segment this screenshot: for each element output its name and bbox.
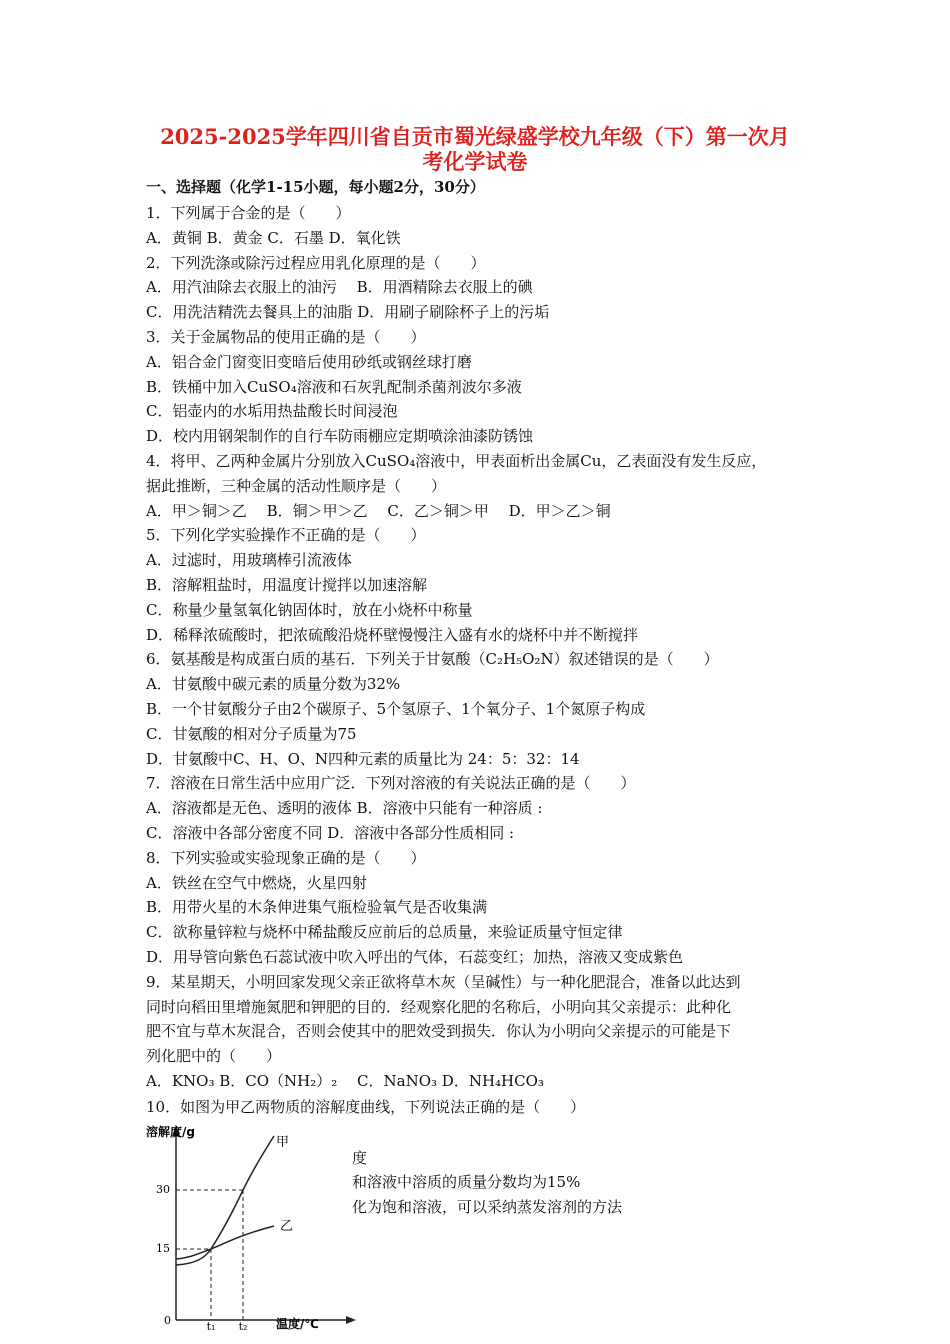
y-axis-label: 溶解度/g [146,1125,195,1139]
question-line: A．甘氨酸中碳元素的质量分数为32% [146,675,401,694]
x-axis-arrow [346,1316,356,1324]
question-line: 8．下列实验或实验现象正确的是（ ） [146,848,426,867]
y-tick-15: 15 [156,1242,170,1255]
question-line: C．甘氨酸的相对分子质量为75 [146,724,357,743]
question-line: C．称量少量氢氧化钠固体时，放在小烧杯中称量 [146,600,473,619]
question-line: 据此推断，三种金属的活动性顺序是（ ） [146,476,447,495]
question-line: A．溶液都是无色、透明的液体 B．溶液中只能有一种溶质 : [146,799,543,818]
question-line: 2．下列洗涤或除污过程应用乳化原理的是（ ） [146,253,486,272]
question-line: C．溶液中各部分密度不同 D．溶液中各部分性质相同 : [146,823,515,842]
q10-option-fragment-2: 和溶液中溶质的质量分数均为15% [352,1173,581,1191]
question-line: 1．下列属于合金的是（ ） [146,204,351,222]
question-line: B．铁桶中加入CuSO₄溶液和石灰乳配制杀菌剂波尔多液 [146,377,522,396]
question-line: C．铝壶内的水垢用热盐酸长时间浸泡 [146,402,398,421]
question-line: 3．关于金属物品的使用正确的是（ ） [146,327,426,346]
question-10: 10．如图为甲乙两物质的溶解度曲线，下列说法正确的是（ ） [146,1098,586,1116]
series-label-yi: 乙 [280,1219,294,1234]
question-line: A．甲＞铜＞乙 B．铜＞甲＞乙 C．乙＞铜＞甲 D．甲＞乙＞铜 [146,501,611,520]
series-label-jia: 甲 [276,1135,290,1150]
question-line: B．用带火星的木条伸进集气瓶检验氧气是否收集满 [146,898,488,917]
question-line: A．用汽油除去衣服上的油污 B．用酒精除去衣服上的碘 [146,278,533,297]
question-line: 肥不宜与草木灰混合，否则会使其中的肥效受到损失．你认为小明向父亲提示的可能是下 [146,1022,732,1041]
q10-option-fragment-3: 化为饱和溶液，可以采纳蒸发溶剂的方法 [352,1198,623,1216]
question-line: D．稀释浓硫酸时，把浓硫酸沿烧杯壁慢慢注入盛有水的烧杯中并不断搅拌 [146,625,639,644]
question-line: D．校内用钢架制作的自行车防雨棚应定期喷涂油漆防锈蚀 [146,427,534,446]
curve-yi [176,1226,274,1259]
question-line: A．黄铜 B．黄金 C．石墨 D．氧化铁 [146,228,401,247]
x-tick-t2: t₂ [238,1320,248,1332]
question-line: D．用导管向紫色石蕊试液中吹入呼出的气体，石蕊变红；加热，溶液又变成紫色 [146,947,684,966]
question-line: B．溶解粗盐时，用温度计搅拌以加速溶解 [146,575,428,594]
question-line: A．铝合金门窗变旧变暗后使用砂纸或钢丝球打磨 [146,352,472,371]
question-line: B．一个甘氨酸分子由2个碳原子、5个氢原子、1个氧分子、1个氮原子构成 [146,699,646,718]
question-line: A．KNO₃ B．CO（NH₂）₂ C．NaNO₃ D．NH₄HCO₃ [146,1071,544,1090]
x-tick-0: 0 [164,1314,171,1327]
question-line: C．用洗洁精洗去餐具上的油脂 D．用刷子刷除杯子上的污垢 [146,303,550,322]
question-line: 列化肥中的（ ） [146,1047,282,1066]
section-heading: 一、选择题（化学1-15小题，每小题2分，30分） [146,178,485,196]
x-tick-t1: t₁ [206,1320,216,1332]
curve-jia [176,1136,274,1265]
question-lines [146,203,826,1096]
question-line: A．过滤时，用玻璃棒引流液体 [146,551,352,570]
exam-title-line2: 考化学试卷 [422,149,528,174]
question-line: 同时向稻田里增施氮肥和钾肥的目的．经观察化肥的名称后，小明向其父亲提示：此种化 [146,997,732,1016]
question-line: 6．氨基酸是构成蛋白质的基石．下列关于甘氨酸（C₂H₅O₂N）叙述错误的是（ ） [146,650,719,669]
y-tick-30: 30 [156,1183,170,1196]
solubility-chart [140,1122,360,1332]
question-line: 7．溶液在日常生活中应用广泛．下列对溶液的有关说法正确的是（ ） [146,774,636,793]
question-line: 9．某星期天，小明回家发现父亲正欲将草木灰（呈碱性）与一种化肥混合，准备以此达到 [146,972,741,991]
q10-option-fragment-1: 度 [352,1149,368,1167]
question-line: 4．将甲、乙两种金属片分别放入CuSO₄溶液中，甲表面析出金属Cu，乙表面没有发生反应， [146,451,767,470]
question-line: A．铁丝在空气中燃烧，火星四射 [146,873,367,892]
question-line: 5．下列化学实验操作不正确的是（ ） [146,526,426,545]
exam-title-line1: 2025-2025学年四川省自贡市蜀光绿盛学校九年级（下）第一次月 [160,124,790,149]
question-line: C．欲称量锌粒与烧杯中稀盐酸反应前后的总质量，来验证质量守恒定律 [146,923,623,942]
x-axis-label: 温度/℃ [276,1317,319,1331]
question-line: D．甘氨酸中C、H、O、N四种元素的质量比为 24：5：32：14 [146,749,580,768]
